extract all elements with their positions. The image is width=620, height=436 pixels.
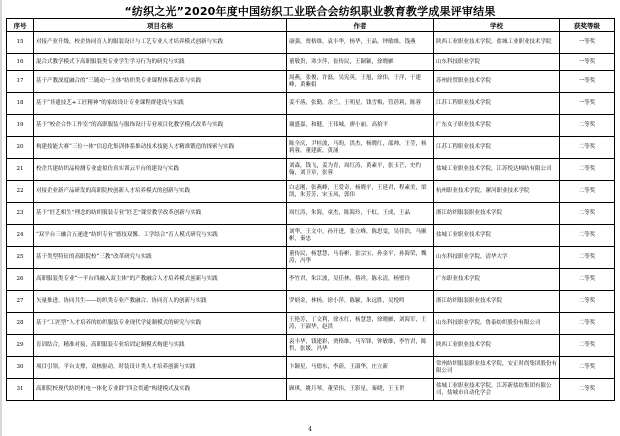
authors-cell: 姜不落，张勤，余兰，王明星，钱雪梅，管蓓莉，陈蓉 [287,93,434,115]
school-cell: 常州纺织服装职业技术学院，安正时尚集团股份有限公司 [434,357,560,379]
school-cell: 陕西工业职业技术学院 [434,335,560,357]
school-cell: 山东科技职业学院，鲁泰纺织股份有限公司 [434,313,560,335]
row-number-cell: 27 [7,291,34,313]
project-name-cell: 高职院校现代纺织机电一体化专业群“四会贯通”构建模式及实践 [34,379,287,401]
project-name-cell: 基于“工匠型”人才培养的纺织服装专业现代学徒制模式的研究与实践 [34,313,287,335]
table-body [7,32,615,401]
school-cell: 盐城工业职业技术学院，江苏悦达棉纺有限公司 [434,159,560,181]
project-name-cell: 构建技能大赛“三位一体”信息化集训体系推动技术技能人才精准锻造的探索与实践 [34,137,287,159]
award-level-cell: 二等奖 [560,159,615,181]
award-level-cell: 二等奖 [560,137,615,159]
school-cell: 盐城工业职业技术学院，江苏新盐纺集团有限公司，盐城市自动化学会 [434,379,560,401]
table-row [7,137,615,159]
table-row [7,71,615,93]
row-number-cell: 23 [7,203,34,225]
authors-cell: 康强，贾格维，袁丰华，杨华，王晶，钟敏维，钱燕 [287,32,434,54]
authors-cell: 顾琪，姚月琴，董荣伟，王影星，秦晓，王玉世 [287,379,434,401]
authors-cell: 周红涛，朱海，童杰，陈海玲，于虹，王成，王晶 [287,203,434,225]
authors-cell: 罗炳金，林杨，徐小萍，陈颖，朱远胜，吴悦鸣 [287,291,434,313]
authors-cell: 李竹君，朱江波，吴佳林，蔡祥，陈永清，杨璧玲 [287,269,434,291]
table-row [7,247,615,269]
header-project-name: 项目名称 [34,19,287,32]
header-award: 获奖等级 [560,19,615,32]
table-row [7,32,615,54]
row-number-cell: 25 [7,247,34,269]
table-row [7,335,615,357]
row-number-cell: 19 [7,115,34,137]
row-number-cell: 15 [7,32,34,54]
row-number-cell: 20 [7,137,34,159]
table-row [7,291,615,313]
authors-cell: 刘森，钱飞，姜为青，周红涛，黄素平，张玉芒，史约翰，刘卫章，张蓉 [287,159,434,181]
award-level-cell: 二等奖 [560,335,615,357]
table-row [7,379,615,401]
award-level-cell: 二等奖 [560,203,615,225]
award-level-cell: 二等奖 [560,181,615,203]
page-number: 4 [308,426,312,433]
school-cell: 浙江纺织服装职业技术学院 [434,291,560,313]
award-level-cell: 一等奖 [560,54,615,71]
school-cell: 江苏工程职业技术学院 [434,137,560,159]
row-number-cell: 26 [7,269,34,291]
table-row [7,313,615,335]
award-level-cell: 二等奖 [560,247,615,269]
authors-cell: 刘华，王文中，孙开进，张立峰，陈思雯，吴佳浩，马顺彬，秦忠 [287,225,434,247]
award-level-cell: 一等奖 [560,71,615,93]
row-number-cell: 22 [7,181,34,203]
table-row [7,54,615,71]
school-cell: 广东职业技术学院 [434,269,560,291]
authors-cell: 董传民，杨慧慧，马春彬，张宗宝，孙金平，孙海荣，魏涛，冯华 [287,247,434,269]
award-level-cell: 二等奖 [560,379,615,401]
award-level-cell: 一等奖 [560,93,615,115]
header-no: 序号 [7,19,34,32]
award-level-cell: 二等奖 [560,357,615,379]
row-number-cell: 18 [7,93,34,115]
project-name-cell: 项目引领，平台支撑，双核驱动，时装设计类人才培养创新与实践 [34,357,287,379]
table-row [7,115,615,137]
authors-cell: 王艳芳，丁文利，徐水红，杨慧慧，徐晓雁，刘海军，王涛，于淑华，赵洪 [287,313,434,335]
authors-cell: 陈全庆，尹桂波，马昀，洪杰，杨晓红，邵帅，王莹，杨莉蓉，董建新，黄涌 [287,137,434,159]
row-number-cell: 17 [7,71,34,93]
project-name-cell: 基于“非遗技艺+工匠精神”的家纺设计专业课程群建设与实践 [34,93,287,115]
award-level-cell: 二等奖 [560,313,615,335]
header-school: 学校 [434,19,560,32]
header-authors: 作者 [287,19,434,32]
table-row [7,225,615,247]
project-name-cell: “双平台三融合五递进”纺织专业“德技双馨、工学结合”育人模式研究与实践 [34,225,287,247]
project-name-cell: 基于“匠艺相生”理念的纺织服装专业“匠艺”课堂教学改革创新与实践 [34,203,287,225]
results-table [6,18,615,401]
award-level-cell: 二等奖 [560,225,615,247]
authors-cell: 董敬贵，寒少萍，崔传民，王颖颖，徐晓雁 [287,54,434,71]
table-row [7,93,615,115]
row-number-cell: 24 [7,225,34,247]
row-number-cell: 31 [7,379,34,401]
table-row [7,159,615,181]
award-level-cell: 一等奖 [560,32,615,54]
school-cell: 盐城工业职业技术学院 [434,225,560,247]
row-number-cell: 16 [7,54,34,71]
project-name-cell: 校企共建纺织品检测专业虚拟仿真实训云平台的建设与实践 [34,159,287,181]
school-cell: 苏州经贸职业技术学院 [434,71,560,93]
table-row [7,203,615,225]
award-level-cell: 二等奖 [560,115,615,137]
school-cell: 陕西工业职业技术学院，盐城工业职业技术学院 [434,32,560,54]
row-number-cell: 21 [7,159,34,181]
authors-cell: 白志刚，张燕峰，王爱奇，杨晓平，王延君，程素美，梁凯，朱芳芳，宋玉凤，郭伟 [287,181,434,203]
school-cell: 浙江纺织服装职业技术学院 [434,203,560,225]
project-name-cell: 基于“校企合作工作室”的高职服装与服饰设计专业项目化教学模式改革与实践 [34,115,287,137]
project-name-cell: 育训结合，精准对接，高职服装专业培训定制模式构建与实践 [34,335,287,357]
project-name-cell: 矢量推进、协同共生——纺织类专业产教融合、协同育人的创新与实践 [34,291,287,313]
table-row [7,181,615,203]
project-name-cell: 混合式教学模式下高职服装类专业学生学习行为的研究与实践 [34,54,287,71]
row-number-cell: 28 [7,313,34,335]
school-cell: 山东科技职业学院，清华大学 [434,247,560,269]
school-cell: 山东科技职业学院 [434,54,560,71]
table-row [7,357,615,379]
row-number-cell: 30 [7,357,34,379]
table-header-row [7,19,615,32]
award-level-cell: 二等奖 [560,269,615,291]
table-row [7,269,615,291]
school-cell: 杭州职业技术学院，漯河职业技术学院 [434,181,560,203]
authors-cell: 袁丰华，钱建彩，贾格维，马军锋，钟敏维，李竹君，陈哲，张媛，冯华 [287,335,434,357]
authors-cell: 周燕，张俊，许磊，吴宪英，王旭，徐伟，于洋，于建峰，黄紫娟 [287,71,434,93]
project-name-cell: 对接企业新产品研发的高职院校创新人才培养模式的创新与实践 [34,181,287,203]
school-cell: 江苏工程职业技术学院 [434,93,560,115]
authors-cell: 谢盛嘉，和健，王伟城，廖小丽，高拾平 [287,115,434,137]
project-name-cell: 基于产教深度融合的“三随动一主体”纺织类专业课程体系改革与实践 [34,71,287,93]
row-number-cell: 29 [7,335,34,357]
document-title: “纺织之光”2020年度中国纺织工业联合会纺织职业教育教学成果评审结果 [124,5,496,18]
project-name-cell: 对接产业升级，校企协同育人的服装设计与工艺专业人才培养模式创新与实践 [34,32,287,54]
award-level-cell: 二等奖 [560,291,615,313]
authors-cell: 卞颖星，马德东，李蔚，王淑华，庄立新 [287,357,434,379]
project-name-cell: 基于类型特征的高职院校“三教”改革研究与实践 [34,247,287,269]
project-name-cell: 高职服装类专业“一平台四融入双主体”的产教融合人才培养模式创新与实践 [34,269,287,291]
school-cell: 广东女子职业技术学院 [434,115,560,137]
page-edge-shadow [0,0,2,436]
